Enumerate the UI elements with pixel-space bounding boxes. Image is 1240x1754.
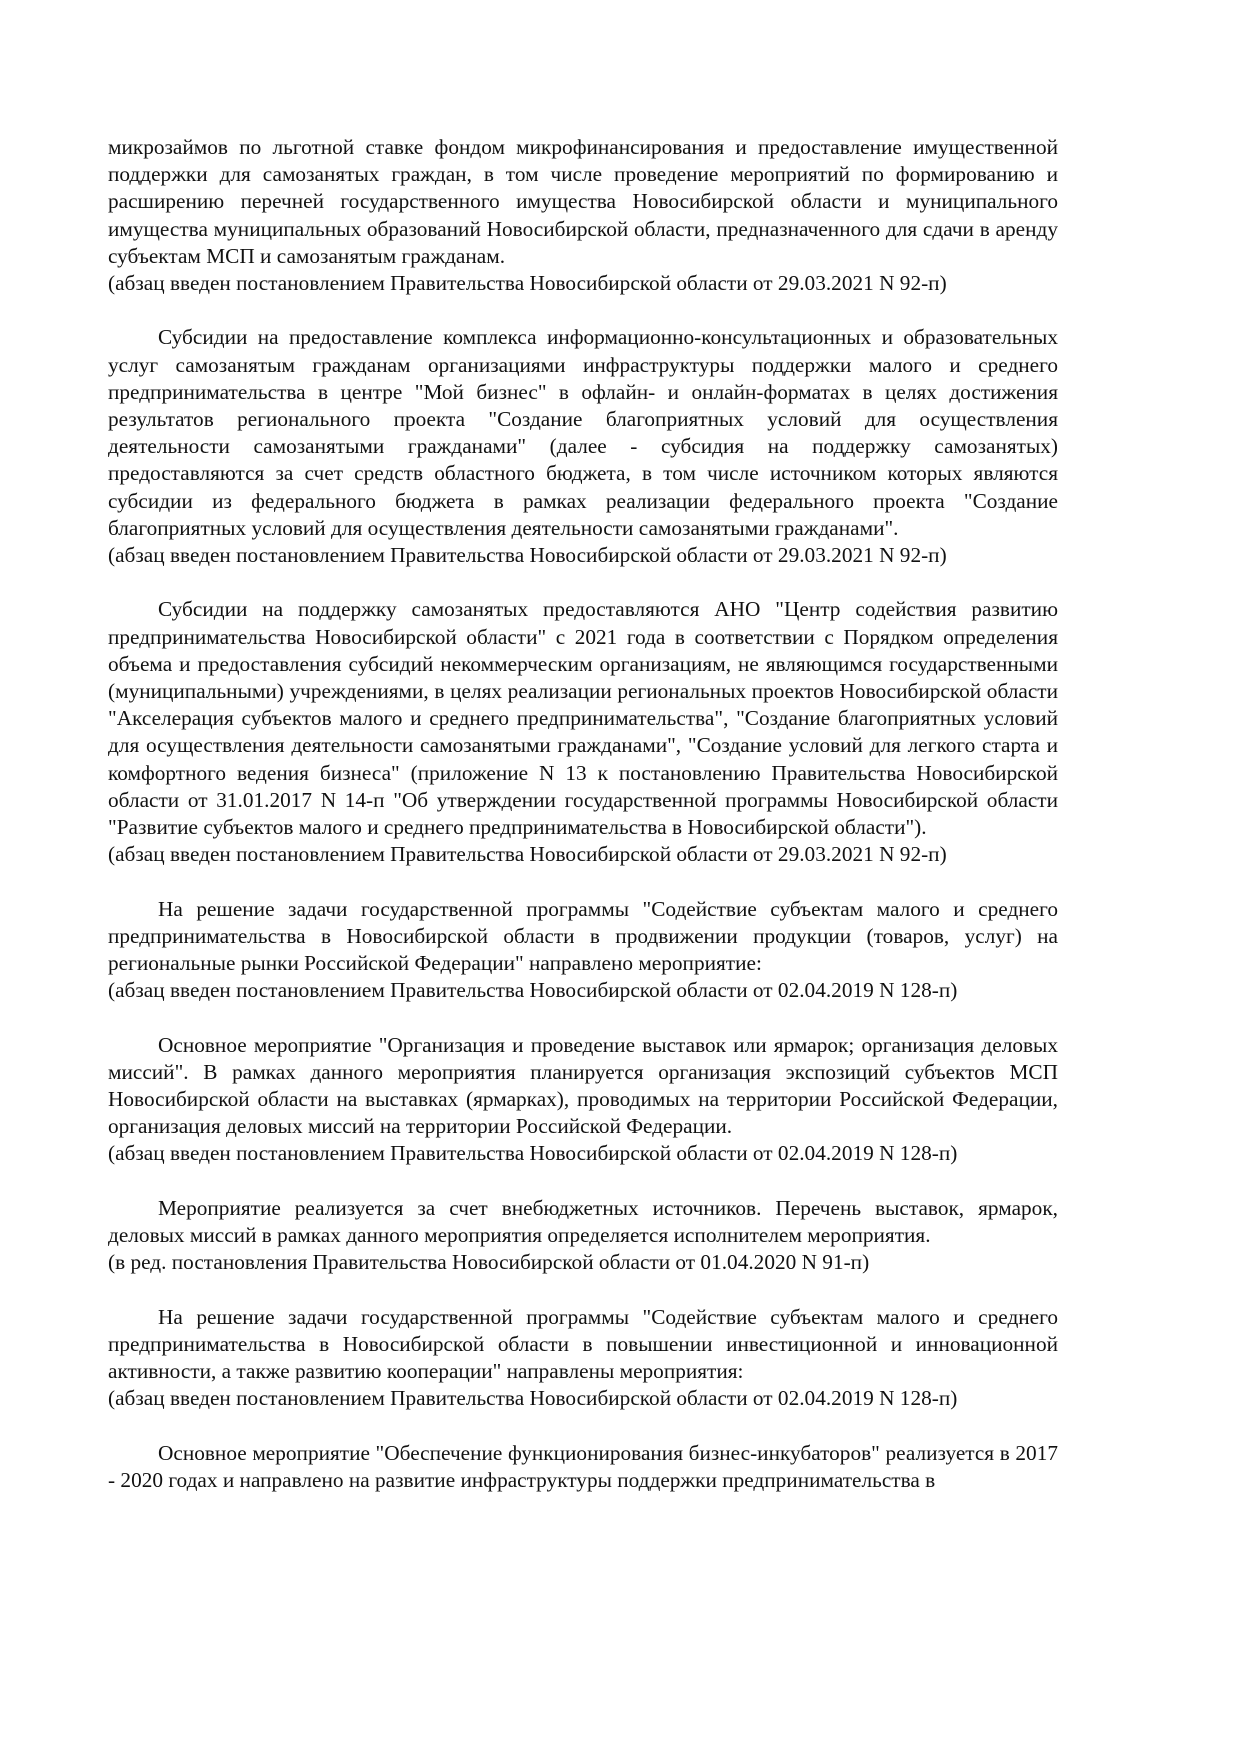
amendment-note: (в ред. постановления Правительства Новосибирской области от 01.04.2020 N 91-п) <box>108 1250 870 1275</box>
document-page <box>108 134 1058 1494</box>
amendment-note: (абзац введен постановлением Правительства Новосибирской области от 29.03.2021 N 92-п) <box>108 842 947 867</box>
paragraph-extrabudgetary: Мероприятие реализуется за счет внебюджетных источников. Перечень выставок, ярмарок, деловых миссий в рамках данного мероприятия определяется исполнителем мероприятия. <box>108 1195 1058 1248</box>
amendment-note: (абзац введен постановлением Правительства Новосибирской области от 29.03.2021 N 92-п) <box>108 543 947 568</box>
paragraph-task-promotion: На решение задачи государственной программы "Содействие субъектам малого и среднего предпринимательства в Новосибирской области в продвижении продукции (товаров, услуг) на региональные рынки Российской Федерации" направлено мероприятие: <box>108 896 1058 976</box>
paragraph-exhibitions: Основное мероприятие "Организация и проведение выставок или ярмарок; организация деловых миссий". В рамках данного мероприятия планируется организация экспозиций субъектов МСП Новосибирской области на выставках (ярмарках), проводимых на территории Российской Федерации, организация деловых миссий на территории Российской Федерации. <box>108 1032 1058 1139</box>
paragraph-subsidies-ano: Субсидии на поддержку самозанятых предоставляются АНО "Центр содействия развитию предпринимательства Новосибирской области" с 2021 года в соответствии с Порядком определения объема и предоставления субсидий некоммерческим организациям, не являющимся государственными (муниципальными) учреждениями, в целях реализации региональных проектов Новосибирской области "Акселерация субъектов малого и среднего предпринимательства", "Создание благоприятных условий для осуществления деятельности самозанятыми гражданами", "Создание условий для легкого старта и комфортного ведения бизнеса" (приложение N 13 к постановлению Правительства Новосибирской области от 31.01.2017 N 14-п "Об утверждении государственной программы Новосибирской области "Развитие субъектов малого и среднего предпринимательства в Новосибирской области"). <box>108 597 1058 840</box>
amendment-note: (абзац введен постановлением Правительства Новосибирской области от 02.04.2019 N 128-п) <box>108 1386 958 1411</box>
paragraph-task-investment: На решение задачи государственной программы "Содействие субъектам малого и среднего предпринимательства в Новосибирской области в повышении инвестиционной и инновационной активности, а также развитию кооперации" направлены мероприятия: <box>108 1304 1058 1384</box>
amendment-note: (абзац введен постановлением Правительства Новосибирской области от 29.03.2021 N 92-п) <box>108 271 947 296</box>
paragraph-continuation: микрозаймов по льготной ставке фондом микрофинансирования и предоставление имущественной поддержки для самозанятых граждан, в том числе проведение мероприятий по формированию и расширению перечней государственного имущества Новосибирской области и муниципального имущества муниципальных образований Новосибирской области, предназначенного для сдачи в аренду субъектам МСП и самозанятым гражданам. <box>108 135 1058 268</box>
amendment-note: (абзац введен постановлением Правительства Новосибирской области от 02.04.2019 N 128-п) <box>108 1141 958 1166</box>
paragraph-business-incubators: Основное мероприятие "Обеспечение функционирования бизнес-инкубаторов" реализуется в 2017 - 2020 годах и направлено на развитие инфраструктуры поддержки предпринимательства в <box>108 1440 1058 1492</box>
paragraph-subsidies-services: Субсидии на предоставление комплекса информационно-консультационных и образовательных услуг самозанятым гражданам организациями инфраструктуры поддержки малого и среднего предпринимательства в центре "Мой бизнес" в офлайн- и онлайн-форматах в целях достижения результатов регионального проекта "Создание благоприятных условий для осуществления деятельности самозанятыми гражданами" (далее - субсидия на поддержку самозанятых) предоставляются за счет средств областного бюджета, в том числе источником которых являются субсидии из федерального бюджета в рамках реализации федерального проекта "Создание благоприятных условий для осуществления деятельности самозанятыми гражданами". <box>108 325 1058 540</box>
amendment-note: (абзац введен постановлением Правительства Новосибирской области от 02.04.2019 N 128-п) <box>108 978 958 1003</box>
